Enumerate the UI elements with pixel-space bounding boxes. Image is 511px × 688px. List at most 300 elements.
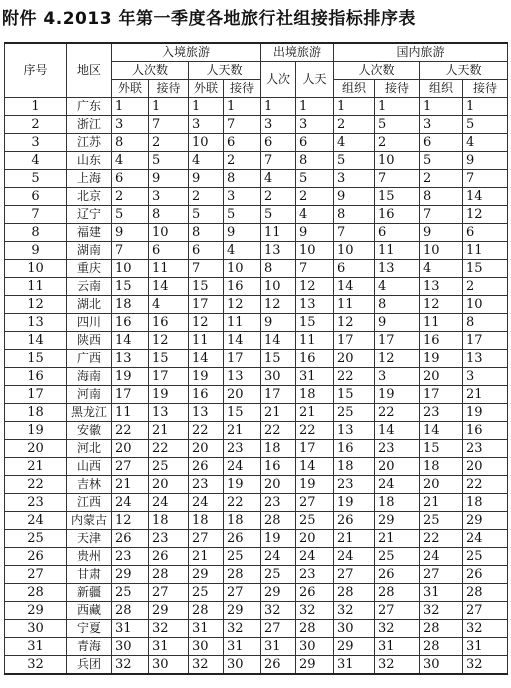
- rank-cell: 26: [112, 530, 149, 548]
- rank-cell: 19: [224, 476, 261, 494]
- table-row: [5, 98, 508, 116]
- rank-cell: 14: [189, 350, 224, 368]
- table-row: [5, 224, 508, 242]
- rank-cell: 15: [149, 350, 189, 368]
- rank-cell: 15: [112, 278, 149, 296]
- header-domestic-person-times: 人次数: [334, 62, 420, 80]
- rank-cell: 14: [375, 422, 420, 440]
- header-inbound-person-days: 人天数: [189, 62, 261, 80]
- rank-cell: 12: [149, 332, 189, 350]
- rank-cell: 13: [296, 296, 334, 314]
- rank-cell: 16: [149, 314, 189, 332]
- rank-cell: 6: [112, 170, 149, 188]
- rank-cell: 9: [189, 170, 224, 188]
- rank-cell: 17: [334, 332, 375, 350]
- rank-cell: 30: [261, 368, 296, 386]
- rank-cell: 3: [375, 368, 420, 386]
- rank-cell: 20: [420, 368, 463, 386]
- rank-cell: 23: [463, 440, 508, 458]
- rank-cell: 27: [420, 566, 463, 584]
- rank-cell: 15: [463, 260, 508, 278]
- rank-cell: 5: [261, 206, 296, 224]
- rank-cell: 16: [334, 440, 375, 458]
- rank-cell: 24: [420, 548, 463, 566]
- rank-cell: 8: [112, 134, 149, 152]
- rank-cell: 16: [261, 458, 296, 476]
- table-row: [5, 638, 508, 656]
- rank-cell: 4: [463, 134, 508, 152]
- table-row: [5, 260, 508, 278]
- row-seq: 28: [5, 584, 67, 602]
- rank-cell: 32: [334, 602, 375, 620]
- rank-cell: 4: [189, 152, 224, 170]
- rank-cell: 10: [420, 242, 463, 260]
- rank-cell: 9: [375, 314, 420, 332]
- rank-cell: 12: [420, 296, 463, 314]
- rank-cell: 17: [224, 350, 261, 368]
- row-seq: 30: [5, 620, 67, 638]
- rank-cell: 2: [334, 116, 375, 134]
- rank-cell: 11: [334, 296, 375, 314]
- row-seq: 16: [5, 368, 67, 386]
- header-domestic-times-reception: 接待: [375, 80, 420, 98]
- header-domestic-person-days: 人天数: [420, 62, 508, 80]
- rank-cell: 19: [334, 494, 375, 512]
- rank-cell: 31: [375, 638, 420, 656]
- rank-cell: 14: [112, 332, 149, 350]
- rank-cell: 32: [261, 602, 296, 620]
- rank-cell: 32: [189, 656, 224, 675]
- table-row: [5, 242, 508, 260]
- rank-cell: 8: [296, 152, 334, 170]
- table-row: [5, 566, 508, 584]
- row-seq: 3: [5, 134, 67, 152]
- table-row: [5, 656, 508, 675]
- table-row: [5, 494, 508, 512]
- rank-cell: 16: [375, 206, 420, 224]
- row-seq: 17: [5, 386, 67, 404]
- rank-cell: 21: [149, 422, 189, 440]
- rank-cell: 4: [112, 152, 149, 170]
- rank-cell: 29: [463, 512, 508, 530]
- rank-cell: 5: [463, 116, 508, 134]
- rank-cell: 14: [296, 458, 334, 476]
- rank-cell: 7: [420, 206, 463, 224]
- rank-cell: 10: [112, 260, 149, 278]
- rank-cell: 7: [334, 224, 375, 242]
- rank-cell: 29: [112, 566, 149, 584]
- rank-cell: 5: [189, 206, 224, 224]
- rank-cell: 17: [261, 386, 296, 404]
- rank-cell: 25: [261, 566, 296, 584]
- row-seq: 23: [5, 494, 67, 512]
- rank-cell: 17: [420, 386, 463, 404]
- rank-cell: 25: [375, 548, 420, 566]
- rank-cell: 12: [112, 512, 149, 530]
- rank-cell: 32: [112, 656, 149, 675]
- rank-cell: 31: [463, 638, 508, 656]
- row-region: 新疆: [67, 584, 112, 602]
- rank-cell: 22: [189, 422, 224, 440]
- rank-cell: 12: [189, 314, 224, 332]
- rank-cell: 20: [420, 476, 463, 494]
- table-body: [5, 98, 508, 675]
- rank-cell: 7: [224, 116, 261, 134]
- rank-cell: 19: [112, 368, 149, 386]
- rank-cell: 24: [334, 548, 375, 566]
- rank-cell: 9: [224, 224, 261, 242]
- rank-cell: 31: [420, 584, 463, 602]
- rank-cell: 22: [296, 422, 334, 440]
- rank-cell: 5: [149, 152, 189, 170]
- rank-cell: 7: [296, 260, 334, 278]
- row-seq: 7: [5, 206, 67, 224]
- rank-cell: 26: [149, 548, 189, 566]
- rank-cell: 18: [463, 494, 508, 512]
- row-region: 湖北: [67, 296, 112, 314]
- rank-cell: 13: [112, 350, 149, 368]
- rank-cell: 22: [375, 404, 420, 422]
- rank-cell: 25: [420, 512, 463, 530]
- rank-cell: 20: [296, 530, 334, 548]
- rank-cell: 32: [224, 620, 261, 638]
- table-row: [5, 458, 508, 476]
- header-outbound: 出境旅游: [261, 43, 334, 62]
- table-row: [5, 350, 508, 368]
- rank-cell: 3: [224, 188, 261, 206]
- table-row: [5, 314, 508, 332]
- rank-cell: 22: [463, 476, 508, 494]
- rank-cell: 19: [296, 476, 334, 494]
- rank-cell: 25: [112, 584, 149, 602]
- rank-cell: 4: [149, 296, 189, 314]
- ranking-table: [4, 42, 508, 675]
- row-region: 兵团: [67, 656, 112, 675]
- rank-cell: 18: [420, 458, 463, 476]
- header-seq: 序号: [5, 43, 67, 98]
- row-seq: 8: [5, 224, 67, 242]
- rank-cell: 30: [296, 638, 334, 656]
- rank-cell: 28: [420, 620, 463, 638]
- rank-cell: 18: [189, 512, 224, 530]
- table-row: [5, 584, 508, 602]
- rank-cell: 26: [296, 584, 334, 602]
- table-row: [5, 134, 508, 152]
- rank-cell: 22: [420, 530, 463, 548]
- row-seq: 24: [5, 512, 67, 530]
- rank-cell: 24: [189, 494, 224, 512]
- rank-cell: 23: [420, 404, 463, 422]
- rank-cell: 10: [149, 224, 189, 242]
- row-region: 上海: [67, 170, 112, 188]
- row-seq: 32: [5, 656, 67, 675]
- rank-cell: 18: [334, 458, 375, 476]
- rank-cell: 29: [334, 638, 375, 656]
- rank-cell: 6: [224, 134, 261, 152]
- rank-cell: 21: [420, 494, 463, 512]
- rank-cell: 9: [334, 188, 375, 206]
- rank-cell: 16: [463, 422, 508, 440]
- header-inbound-times-liaison: 外联: [112, 80, 149, 98]
- row-seq: 4: [5, 152, 67, 170]
- rank-cell: 7: [261, 152, 296, 170]
- rank-cell: 11: [375, 242, 420, 260]
- row-seq: 1: [5, 98, 67, 116]
- rank-cell: 20: [334, 350, 375, 368]
- rank-cell: 11: [296, 332, 334, 350]
- row-region: 江西: [67, 494, 112, 512]
- rank-cell: 19: [375, 386, 420, 404]
- rank-cell: 5: [296, 170, 334, 188]
- rank-cell: 18: [375, 494, 420, 512]
- rank-cell: 21: [296, 404, 334, 422]
- row-seq: 27: [5, 566, 67, 584]
- rank-cell: 17: [375, 332, 420, 350]
- rank-cell: 8: [375, 296, 420, 314]
- rank-cell: 28: [334, 584, 375, 602]
- rank-cell: 8: [334, 206, 375, 224]
- row-seq: 14: [5, 332, 67, 350]
- rank-cell: 23: [334, 476, 375, 494]
- row-region: 广东: [67, 98, 112, 116]
- row-seq: 12: [5, 296, 67, 314]
- table-row: [5, 404, 508, 422]
- table-row: [5, 152, 508, 170]
- rank-cell: 24: [224, 458, 261, 476]
- rank-cell: 12: [375, 350, 420, 368]
- rank-cell: 22: [334, 368, 375, 386]
- rank-cell: 31: [112, 620, 149, 638]
- rank-cell: 24: [463, 530, 508, 548]
- row-seq: 9: [5, 242, 67, 260]
- row-region: 四川: [67, 314, 112, 332]
- rank-cell: 15: [375, 188, 420, 206]
- rank-cell: 8: [261, 260, 296, 278]
- row-region: 西藏: [67, 602, 112, 620]
- table-row: [5, 440, 508, 458]
- rank-cell: 10: [375, 152, 420, 170]
- rank-cell: 3: [189, 116, 224, 134]
- rank-cell: 21: [334, 530, 375, 548]
- rank-cell: 30: [224, 656, 261, 675]
- rank-cell: 3: [149, 188, 189, 206]
- header-outbound-person-days: 人天: [296, 62, 334, 98]
- rank-cell: 31: [334, 656, 375, 675]
- rank-cell: 10: [224, 260, 261, 278]
- rank-cell: 1: [296, 98, 334, 116]
- rank-cell: 31: [189, 620, 224, 638]
- rank-cell: 19: [463, 404, 508, 422]
- table-row: [5, 386, 508, 404]
- rank-cell: 7: [149, 116, 189, 134]
- rank-cell: 32: [296, 602, 334, 620]
- rank-cell: 11: [420, 314, 463, 332]
- rank-cell: 12: [334, 314, 375, 332]
- rank-cell: 30: [189, 638, 224, 656]
- rank-cell: 31: [149, 638, 189, 656]
- row-region: 山西: [67, 458, 112, 476]
- rank-cell: 15: [334, 386, 375, 404]
- rank-cell: 13: [189, 404, 224, 422]
- rank-cell: 6: [420, 134, 463, 152]
- rank-cell: 26: [224, 530, 261, 548]
- rank-cell: 22: [224, 494, 261, 512]
- rank-cell: 1: [261, 98, 296, 116]
- rank-cell: 1: [224, 98, 261, 116]
- rank-cell: 3: [261, 116, 296, 134]
- rank-cell: 6: [375, 224, 420, 242]
- rank-cell: 2: [261, 188, 296, 206]
- rank-cell: 31: [224, 638, 261, 656]
- rank-cell: 2: [375, 134, 420, 152]
- rank-cell: 28: [296, 620, 334, 638]
- rank-cell: 29: [261, 584, 296, 602]
- rank-cell: 20: [112, 440, 149, 458]
- row-seq: 22: [5, 476, 67, 494]
- rank-cell: 27: [375, 602, 420, 620]
- rank-cell: 23: [261, 494, 296, 512]
- rank-cell: 10: [189, 134, 224, 152]
- rank-cell: 4: [224, 242, 261, 260]
- rank-cell: 32: [420, 602, 463, 620]
- rank-cell: 13: [334, 422, 375, 440]
- rank-cell: 25: [224, 548, 261, 566]
- rank-cell: 30: [334, 620, 375, 638]
- rank-cell: 1: [149, 98, 189, 116]
- row-region: 天津: [67, 530, 112, 548]
- row-region: 内蒙古: [67, 512, 112, 530]
- row-region: 河南: [67, 386, 112, 404]
- rank-cell: 32: [375, 620, 420, 638]
- rank-cell: 25: [189, 584, 224, 602]
- rank-cell: 5: [112, 206, 149, 224]
- rank-cell: 4: [261, 170, 296, 188]
- rank-cell: 18: [296, 386, 334, 404]
- rank-cell: 12: [261, 296, 296, 314]
- rank-cell: 2: [189, 188, 224, 206]
- header-domestic-days-organize: 组织: [420, 80, 463, 98]
- rank-cell: 21: [463, 386, 508, 404]
- table-row: [5, 278, 508, 296]
- rank-cell: 28: [375, 584, 420, 602]
- rank-cell: 22: [261, 422, 296, 440]
- rank-cell: 1: [420, 98, 463, 116]
- rank-cell: 1: [334, 98, 375, 116]
- rank-cell: 24: [375, 476, 420, 494]
- rank-cell: 28: [224, 566, 261, 584]
- row-region: 浙江: [67, 116, 112, 134]
- rank-cell: 29: [224, 602, 261, 620]
- rank-cell: 14: [149, 278, 189, 296]
- rank-cell: 7: [112, 242, 149, 260]
- rank-cell: 15: [224, 404, 261, 422]
- rank-cell: 11: [224, 314, 261, 332]
- rank-cell: 2: [463, 278, 508, 296]
- table-row: [5, 548, 508, 566]
- rank-cell: 2: [112, 188, 149, 206]
- rank-cell: 30: [112, 638, 149, 656]
- rank-cell: 24: [112, 494, 149, 512]
- rank-cell: 13: [149, 404, 189, 422]
- row-region: 海南: [67, 368, 112, 386]
- rank-cell: 27: [463, 602, 508, 620]
- row-region: 河北: [67, 440, 112, 458]
- rank-cell: 29: [375, 512, 420, 530]
- rank-cell: 20: [375, 458, 420, 476]
- row-seq: 2: [5, 116, 67, 134]
- rank-cell: 4: [334, 134, 375, 152]
- rank-cell: 10: [463, 296, 508, 314]
- rank-cell: 8: [224, 170, 261, 188]
- header-inbound-days-liaison: 外联: [189, 80, 224, 98]
- rank-cell: 12: [224, 296, 261, 314]
- row-seq: 29: [5, 602, 67, 620]
- rank-cell: 1: [375, 98, 420, 116]
- row-seq: 6: [5, 188, 67, 206]
- table-row: [5, 512, 508, 530]
- rank-cell: 11: [149, 260, 189, 278]
- page-title: 附件 4.2013 年第一季度各地旅行社组接指标排序表: [2, 9, 416, 29]
- rank-cell: 16: [189, 386, 224, 404]
- rank-cell: 28: [112, 602, 149, 620]
- rank-cell: 6: [334, 260, 375, 278]
- header-region: 地区: [67, 43, 112, 98]
- rank-cell: 32: [463, 620, 508, 638]
- header-domestic: 国内旅游: [334, 43, 508, 62]
- row-region: 重庆: [67, 260, 112, 278]
- rank-cell: 12: [463, 206, 508, 224]
- rank-cell: 23: [149, 530, 189, 548]
- rank-cell: 2: [420, 170, 463, 188]
- table-row: [5, 530, 508, 548]
- row-region: 青海: [67, 638, 112, 656]
- rank-cell: 14: [420, 422, 463, 440]
- rank-cell: 11: [189, 332, 224, 350]
- rank-cell: 3: [420, 116, 463, 134]
- header-domestic-times-organize: 组织: [334, 80, 375, 98]
- rank-cell: 30: [420, 656, 463, 675]
- rank-cell: 14: [334, 278, 375, 296]
- rank-cell: 13: [420, 278, 463, 296]
- rank-cell: 1: [463, 98, 508, 116]
- rank-cell: 15: [261, 350, 296, 368]
- table-row: [5, 620, 508, 638]
- rank-cell: 17: [296, 440, 334, 458]
- rank-cell: 8: [420, 188, 463, 206]
- rank-cell: 32: [375, 656, 420, 675]
- rank-cell: 10: [296, 242, 334, 260]
- row-region: 云南: [67, 278, 112, 296]
- rank-cell: 21: [189, 548, 224, 566]
- rank-cell: 15: [420, 440, 463, 458]
- rank-cell: 31: [261, 638, 296, 656]
- rank-cell: 22: [112, 422, 149, 440]
- rank-cell: 26: [463, 566, 508, 584]
- rank-cell: 13: [224, 368, 261, 386]
- row-region: 黑龙江: [67, 404, 112, 422]
- rank-cell: 27: [189, 530, 224, 548]
- rank-cell: 17: [149, 368, 189, 386]
- rank-cell: 24: [149, 494, 189, 512]
- rank-cell: 27: [224, 584, 261, 602]
- rank-cell: 28: [261, 512, 296, 530]
- rank-cell: 2: [224, 152, 261, 170]
- rank-cell: 28: [189, 602, 224, 620]
- rank-cell: 17: [189, 296, 224, 314]
- rank-cell: 6: [189, 242, 224, 260]
- rank-cell: 13: [375, 260, 420, 278]
- row-region: 贵州: [67, 548, 112, 566]
